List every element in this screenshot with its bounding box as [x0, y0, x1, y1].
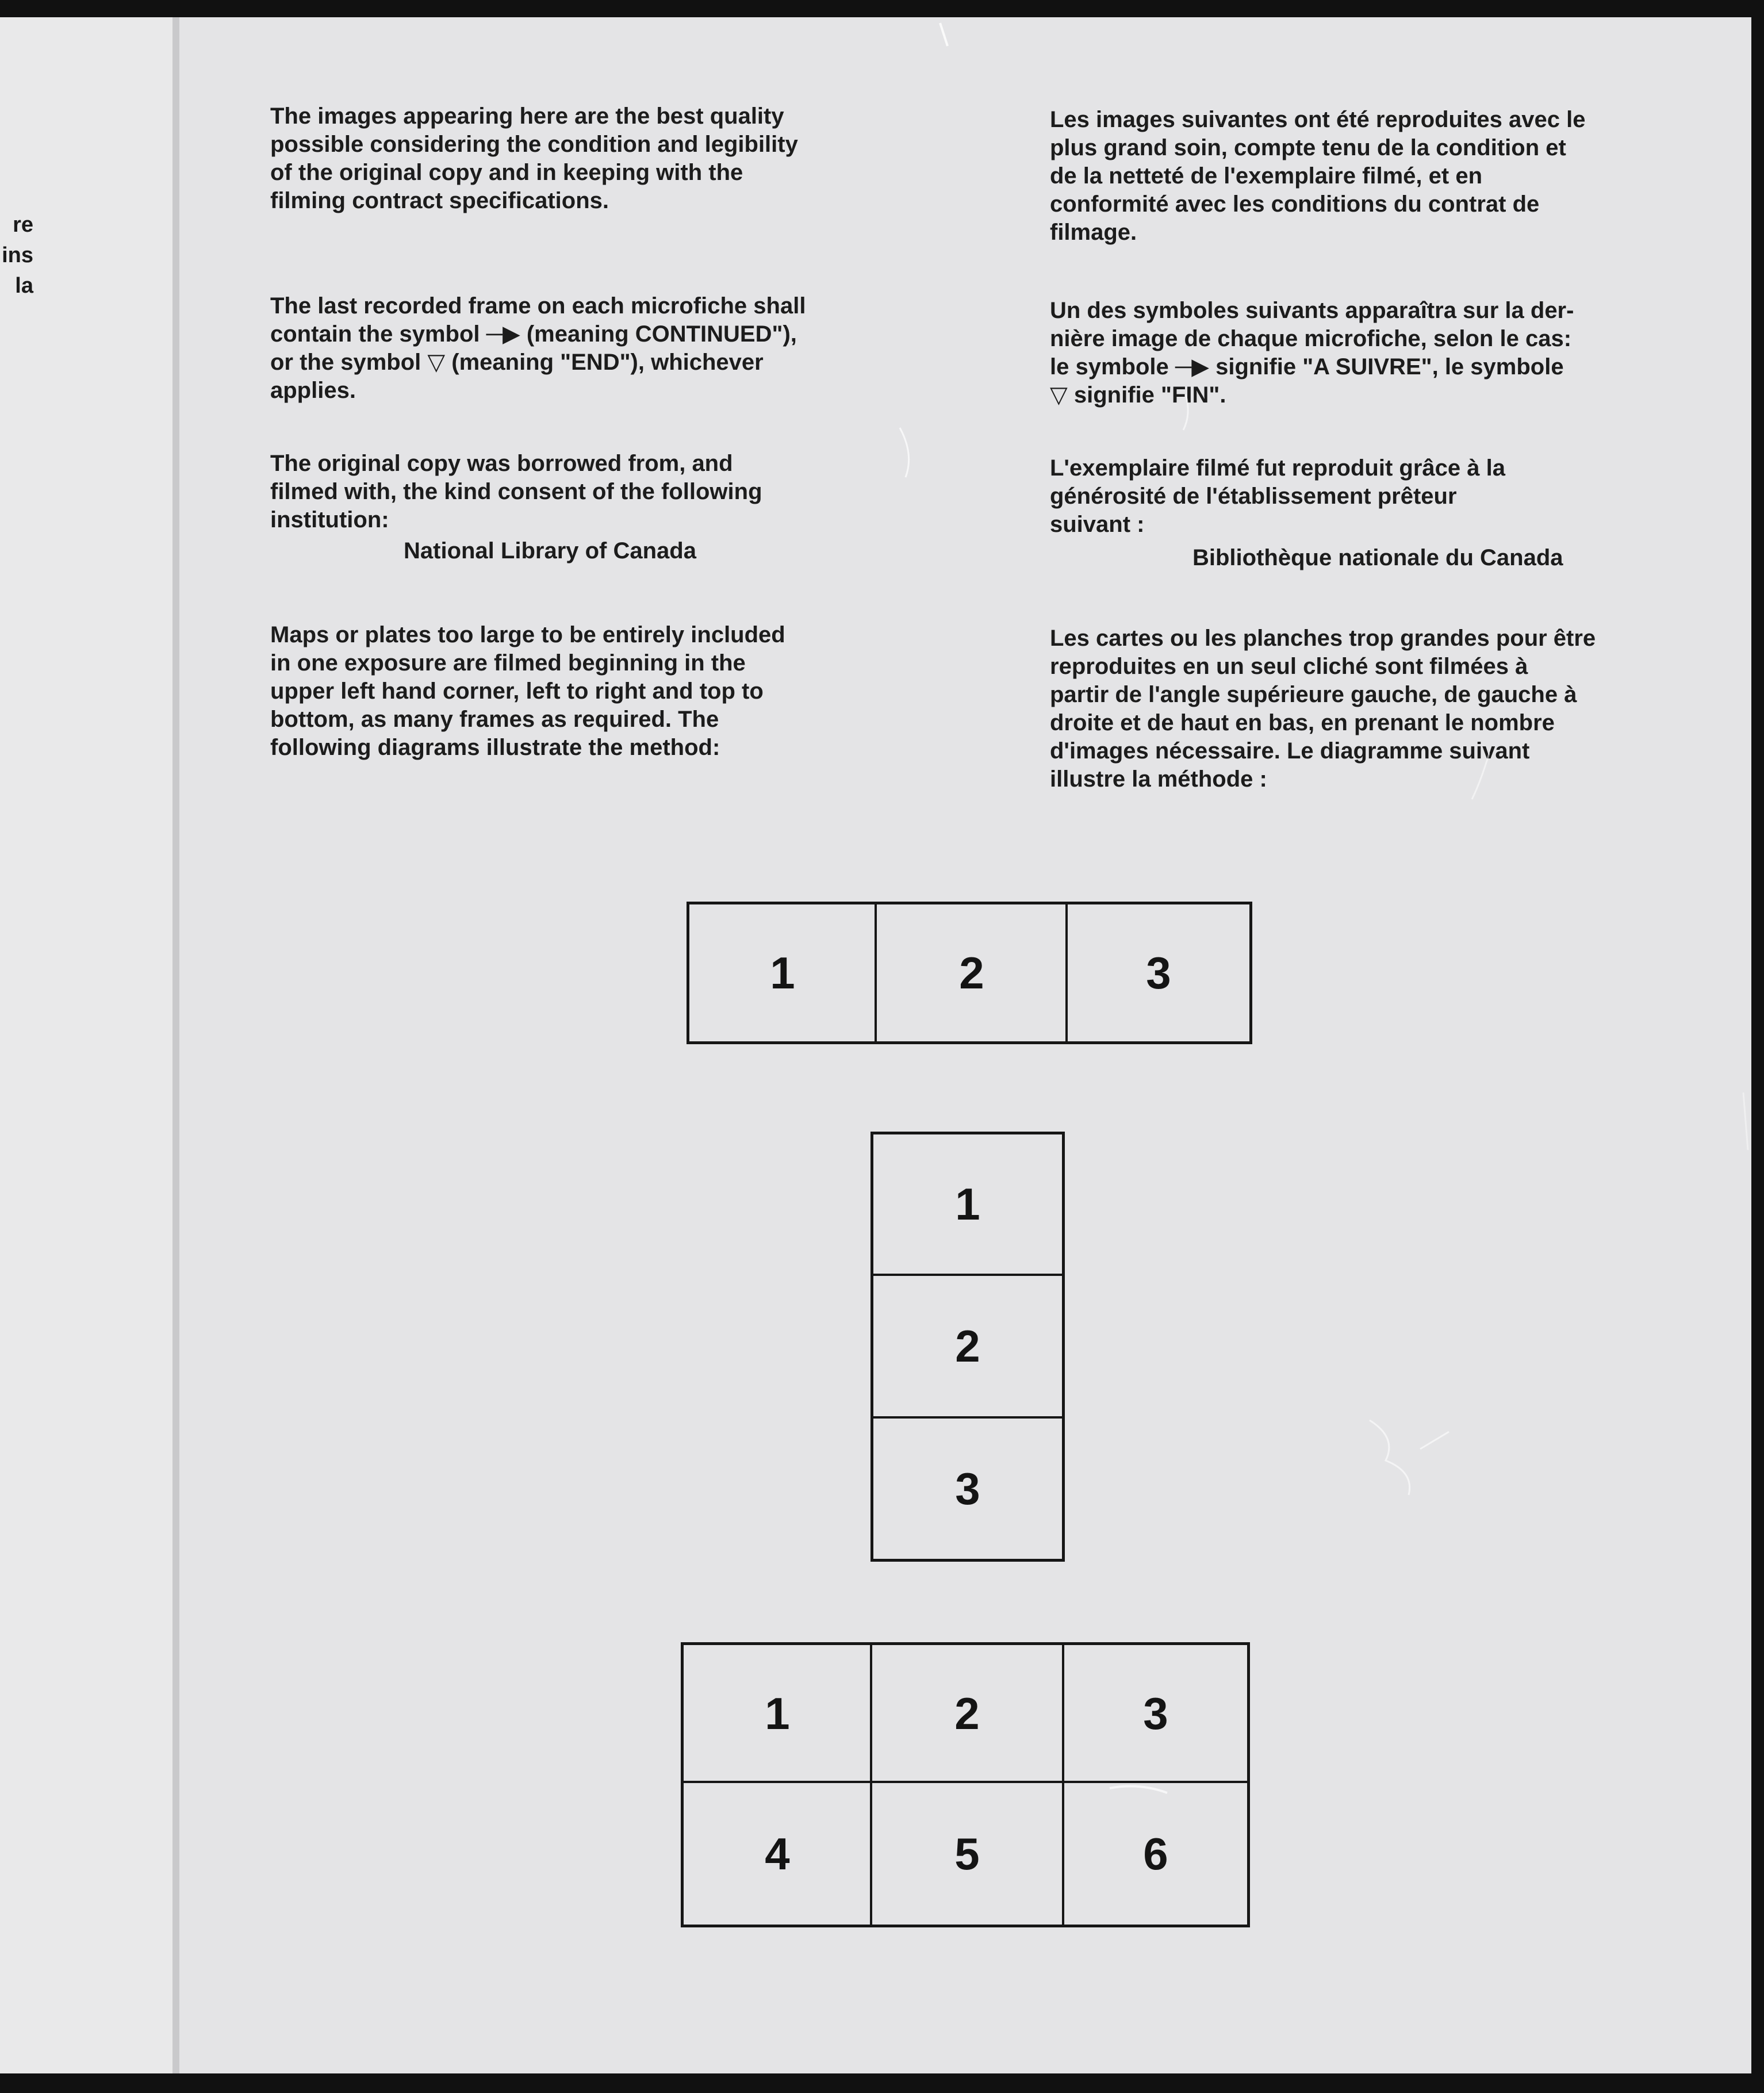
- frame-number: 2: [954, 1688, 980, 1739]
- text-line: conformité avec les conditions du contrat de: [1050, 191, 1540, 217]
- french-paragraph-maps: [1050, 624, 1596, 793]
- text-line: nière image de chaque microfiche, selon le cas:: [1050, 326, 1572, 351]
- text-line: following diagrams illustrate the method:: [270, 735, 720, 760]
- film-frame-bottom-edge: [0, 2073, 1764, 2093]
- text-line: bottom, as many frames as required. The: [270, 707, 719, 732]
- french-institution-name: Bibliothèque nationale du Canada: [1192, 545, 1563, 570]
- frame-number: 1: [955, 1178, 980, 1229]
- text-line: The original copy was borrowed from, and: [270, 451, 733, 476]
- text-line: filmed with, the kind consent of the following: [270, 479, 762, 504]
- frame-number: 1: [765, 1688, 790, 1739]
- diagram-horizontal: [687, 902, 1252, 1044]
- text-line: Les images suivantes ont été reproduites avec le: [1050, 107, 1586, 132]
- text-line: of the original copy and in keeping with the: [270, 160, 743, 185]
- text-line: filming contract specifications.: [270, 188, 609, 213]
- frame-number: 1: [770, 947, 795, 998]
- french-paragraph-quality: [1050, 106, 1585, 247]
- fragment-line: re: [13, 213, 33, 237]
- text-line: illustre la méthode :: [1050, 766, 1267, 792]
- english-paragraph-institution: [270, 450, 762, 534]
- diagram-grid: [681, 1642, 1250, 1927]
- english-paragraph-symbols: [270, 292, 806, 405]
- text-line: plus grand soin, compte tenu de la condition et: [1050, 135, 1566, 160]
- film-frame-top-edge: [0, 0, 1764, 17]
- text-line: Un des symboles suivants apparaîtra sur la der-: [1050, 298, 1574, 323]
- text-line: suivant :: [1050, 512, 1145, 537]
- frame-number: 3: [1143, 1688, 1168, 1739]
- text-line: d'images nécessaire. Le diagramme suivant: [1050, 738, 1530, 764]
- text-line: de la netteté de l'exemplaire filmé, et en: [1050, 163, 1483, 189]
- text-line: contain the symbol ─▶ (meaning CONTINUED"),: [270, 321, 797, 347]
- text-line: Les cartes ou les planches trop grandes pour être: [1050, 626, 1596, 651]
- english-paragraph-quality: [270, 102, 798, 215]
- text-line: L'exemplaire filmé fut reproduit grâce à la: [1050, 455, 1505, 481]
- text-line: filmage.: [1050, 220, 1137, 245]
- film-frame-right-edge: [1751, 0, 1764, 2093]
- text-line: or the symbol ▽ (meaning "END"), whichever: [270, 350, 764, 375]
- frame-number: 6: [1143, 1828, 1168, 1879]
- fragment-line: ins: [2, 243, 33, 267]
- text-line: upper left hand corner, left to right and top to: [270, 678, 764, 704]
- page-gutter: [172, 17, 179, 2073]
- frame-number: 2: [959, 947, 984, 998]
- english-paragraph-maps: [270, 621, 785, 762]
- fragment-line: la: [15, 274, 33, 298]
- text-line: générosité de l'établissement prêteur: [1050, 484, 1457, 509]
- text-line: droite et de haut en bas, en prenant le nombre: [1050, 710, 1555, 735]
- frame-number: 4: [765, 1828, 790, 1879]
- frame-number: 5: [954, 1828, 980, 1879]
- adjacent-page-fragment: [0, 17, 172, 2073]
- text-line: reproduites en un seul cliché sont filmées à: [1050, 654, 1528, 679]
- text-line: le symbole ─▶ signifie "A SUIVRE", le symbole: [1050, 354, 1564, 379]
- text-line: The last recorded frame on each microfiche shall: [270, 293, 806, 319]
- text-line: partir de l'angle supérieure gauche, de gauche à: [1050, 682, 1577, 707]
- frame-number: 2: [955, 1320, 980, 1371]
- text-line: applies.: [270, 378, 356, 403]
- diagram-vertical: [871, 1132, 1065, 1562]
- english-institution-name: National Library of Canada: [404, 538, 696, 564]
- text-line: The images appearing here are the best quality: [270, 103, 784, 129]
- text-line: institution:: [270, 507, 389, 532]
- adjacent-page-text: [0, 210, 33, 301]
- french-paragraph-institution: [1050, 454, 1505, 539]
- text-line: Maps or plates too large to be entirely included: [270, 622, 785, 647]
- text-line: in one exposure are filmed beginning in the: [270, 650, 746, 676]
- text-line: ▽ signifie "FIN".: [1050, 382, 1226, 408]
- frame-number: 3: [955, 1463, 980, 1514]
- frame-number: 3: [1146, 947, 1171, 998]
- text-line: possible considering the condition and legibility: [270, 132, 798, 157]
- french-paragraph-symbols: [1050, 297, 1574, 409]
